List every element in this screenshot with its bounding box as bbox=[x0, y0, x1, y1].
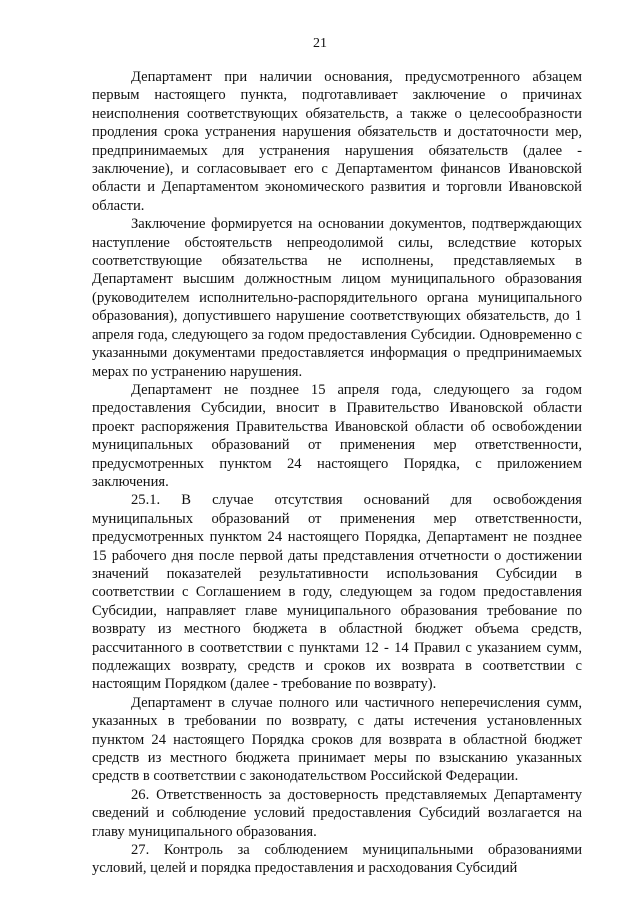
body-text bbox=[92, 68, 582, 878]
paragraph-government-draft: Департамент не позднее 15 апреля года, следующего за годом предоставления Субсидии, вносит в Правительство Ивановской области проект распоряжения Правительства Ивановской области об освобождении муниципальных образований от применения мер ответственности, предусмотренных пунктом 24 настоящего Порядка, с приложением заключения. bbox=[92, 381, 582, 490]
paragraph-25-1: 25.1. В случае отсутствия оснований для освобождения муниципальных образований от применения мер ответственности, предусмотренных пунктом 24 настоящего Порядка, Департамент не позднее 15 рабочего дня после первой даты представления отчетности о достижении значений показателей результативности использования Субсидии в соответствии с Соглашением в году, следующем за годом предоставления Субсидии, направляет главе муниципального образования требование по возврату из местного бюджета в областной бюджет объема средств, рассчитанного в соответствии с пунктами 12 - 14 Правил с указанием сумм, подлежащих возврату, средств и сроков их возврата в соответствии с настоящим Порядком (далее - требование по возврату). bbox=[92, 492, 582, 693]
paragraph-conclusion-preparation: Департамент при наличии основания, предусмотренного абзацем первым настоящего пункта, подготавливает заключение о причинах неисполнения соответствующих обязательств, а также о целесообразности продления срока устранения нарушения обязательств и достаточности мер, предпринимаемых для устранения нарушения обязательств (далее - заключение), и согласовывает его с Департаментом финансов Ивановской области и Департаментом экономического развития и торговли Ивановской области. bbox=[92, 69, 582, 214]
paragraph-27: 27. Контроль за соблюдением муниципальными образованиями условий, целей и порядка предоставления и расходования Субсидий bbox=[92, 842, 582, 877]
paragraph-26: 26. Ответственность за достоверность представляемых Департаменту сведений и соблюдение условий предоставления Субсидий возлагается на главу муниципального образования. bbox=[92, 786, 582, 840]
paragraph-recovery-measures: Департамент в случае полного или частичного неперечисления сумм, указанных в требовании по возврату, с даты истечения установленных пунктом 24 настоящего Порядка сроков для возврата в областной бюджет средств из местного бюджета принимает меры по взысканию указанных средств в соответствии с законодательством Российской Федерации. bbox=[92, 694, 582, 785]
paragraph-conclusion-basis: Заключение формируется на основании документов, подтверждающих наступление обстоятельств непреодолимой силы, вследствие которых соответствующие обязательства не исполнены, представляемых в Департамент высшим должностным лицом муниципального образования (руководителем исполнительно-распорядительного органа муниципального образования), допустившего нарушение соответствующих обязательств, до 1 апреля года, следующего за годом предоставления Субсидии. Одновременно с указанными документами предоставляется информация о предпринимаемых мерах по устранению нарушения. bbox=[92, 216, 582, 380]
page-number: 21 bbox=[313, 36, 327, 51]
